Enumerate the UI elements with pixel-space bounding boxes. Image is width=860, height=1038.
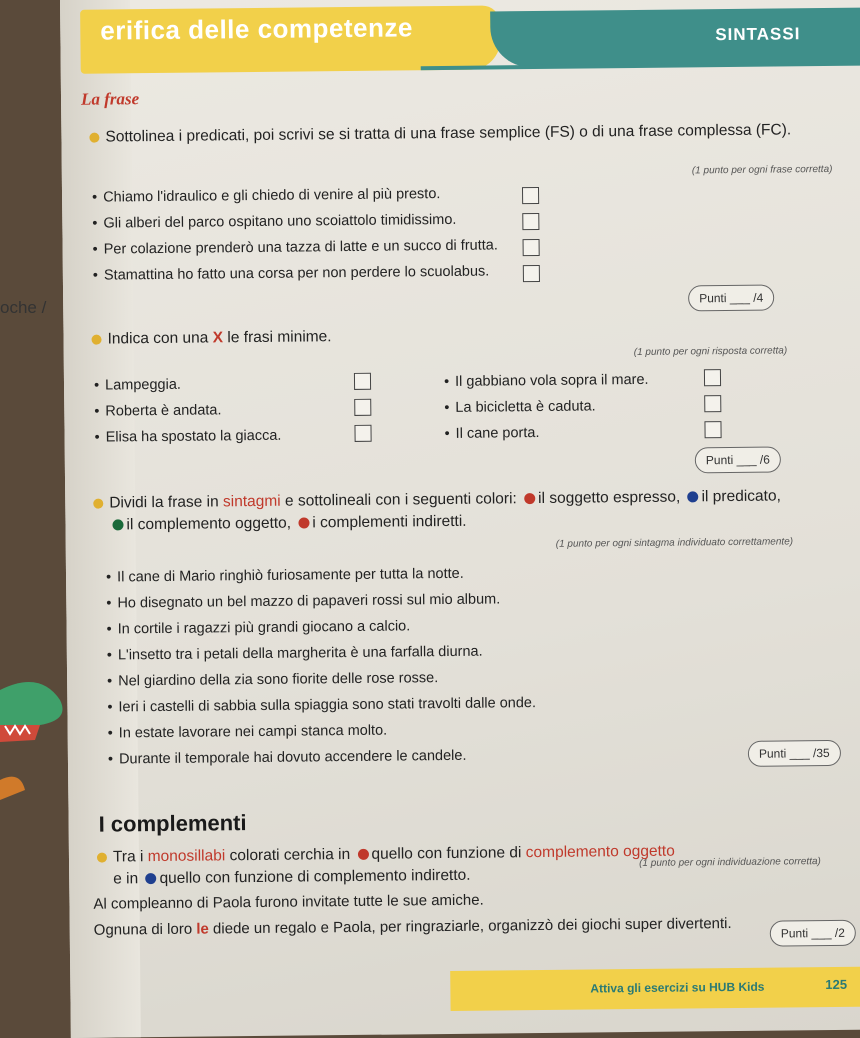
workbook-page bbox=[60, 0, 860, 1038]
ex1-item: • Stamattina ho fatto una corsa per non perdere lo scuolabus. bbox=[93, 264, 490, 284]
complementi-score: Punti ___ /2 bbox=[770, 920, 856, 947]
ex2-item: • Il cane porta. bbox=[444, 425, 539, 442]
ex1-item: • Gli alberi del parco ospitano uno scoiattolo timidissimo. bbox=[92, 212, 456, 232]
footer-hub-kids-link[interactable]: Attiva gli esercizi su HUB Kids bbox=[590, 979, 765, 996]
ex1-checkbox[interactable] bbox=[523, 265, 540, 282]
page-number: 125 bbox=[825, 976, 848, 993]
ex2-item: • Elisa ha spostato la giacca. bbox=[95, 428, 282, 446]
ex2-checkbox[interactable] bbox=[704, 421, 721, 438]
ex3-note: (1 punto per ogni sintagma individuato correttamente) bbox=[555, 536, 794, 550]
complementi-sentence-2: Ognuna di loro le diede un regalo e Paola, per ringraziarle, organizzò dei giochi super divertenti. bbox=[93, 915, 732, 939]
ex2-checkbox[interactable] bbox=[354, 425, 371, 442]
ex3-item: • L'insetto tra i petali della margherita è una farfalla diurna. bbox=[107, 644, 483, 664]
ex3-score: Punti ___ /35 bbox=[748, 740, 841, 767]
ex2-item: • Roberta è andata. bbox=[94, 402, 221, 419]
ex3-instruction-line2: il complemento oggetto, i complementi indiretti. bbox=[109, 512, 466, 536]
red-dot-icon bbox=[524, 493, 535, 504]
ex1-checkbox[interactable] bbox=[523, 239, 540, 256]
complementi-instruction-line2: e in quello con funzione di complemento indiretto. bbox=[113, 866, 471, 888]
ex3-item: • Ho disegnato un bel mazzo di papaveri rossi sul mio album. bbox=[106, 591, 500, 611]
ex1-item: • Per colazione prenderò una tazza di latte e un succo di frutta. bbox=[93, 237, 498, 257]
ex1-checkbox[interactable] bbox=[522, 187, 539, 204]
complementi-instruction-line1: Tra i monosillabi colorati cerchia in quello con funzione di complemento oggetto bbox=[97, 842, 675, 868]
dinosaur-illustration bbox=[0, 650, 70, 800]
ex2-checkbox[interactable] bbox=[354, 399, 371, 416]
header-tab-label: SINTASSI bbox=[715, 24, 801, 45]
exercise-marker-icon bbox=[93, 498, 103, 508]
ex2-score: Punti ___ /6 bbox=[695, 446, 781, 473]
ex2-note: (1 punto per ogni risposta corretta) bbox=[633, 345, 788, 359]
red-dot-icon bbox=[298, 518, 309, 529]
adjacent-page-text: oche / bbox=[0, 298, 47, 317]
ex3-item: • In cortile i ragazzi più grandi giocano a calcio. bbox=[107, 618, 411, 637]
header-tab bbox=[490, 8, 860, 68]
ex2-item: • Il gabbiano vola sopra il mare. bbox=[444, 372, 649, 390]
exercise-marker-icon bbox=[97, 852, 107, 862]
complementi-heading: I complementi bbox=[98, 810, 247, 837]
ex1-note: (1 punto per ogni frase corretta) bbox=[691, 163, 833, 177]
red-dot-icon bbox=[357, 849, 368, 860]
section-label: La frase bbox=[80, 89, 140, 109]
ex3-item: • In estate lavorare nei campi stanca molto. bbox=[108, 723, 388, 742]
complementi-note: (1 punto per ogni individuazione corretta) bbox=[639, 856, 821, 869]
ex3-item: • Nel giardino della zia sono fiorite delle rose rosse. bbox=[107, 670, 438, 689]
ex1-score: Punti ___ /4 bbox=[688, 285, 774, 312]
header-title: erifica delle competenze bbox=[100, 12, 414, 46]
exercise-marker-icon bbox=[89, 133, 99, 143]
ex3-item: • Ieri i castelli di sabbia sulla spiaggia sono stati travolti dalle onde. bbox=[107, 695, 536, 715]
ex2-checkbox[interactable] bbox=[354, 373, 371, 390]
ex2-item: • Lampeggia. bbox=[94, 377, 181, 394]
complementi-sentence-1: Al compleanno di Paola furono invitate tutte le sue amiche. bbox=[93, 891, 484, 913]
ex3-instruction-line1: Dividi la frase in sintagmi e sottolineali con i seguenti colori: il soggetto espresso, il predicato, bbox=[93, 486, 860, 514]
ex1-item: • Chiamo l'idraulico e gli chiedo di venire al più presto. bbox=[92, 186, 440, 206]
exercise-marker-icon bbox=[92, 334, 102, 344]
blue-dot-icon bbox=[145, 873, 156, 884]
ex2-item: • La bicicletta è caduta. bbox=[444, 398, 596, 416]
ex2-instruction: Indica con una X le frasi minime. bbox=[91, 327, 331, 350]
ex1-instruction: Sottolinea i predicati, poi scrivi se si tratta di una frase semplice (FS) o di una frase complessa (FC). bbox=[89, 120, 849, 148]
ex2-checkbox[interactable] bbox=[704, 395, 721, 412]
ex3-item: • Il cane di Mario ringhiò furiosamente per tutta la notte. bbox=[106, 566, 464, 586]
blue-dot-icon bbox=[688, 492, 699, 503]
green-dot-icon bbox=[112, 520, 123, 531]
ex2-checkbox[interactable] bbox=[704, 369, 721, 386]
ex3-item: • Durante il temporale hai dovuto accendere le candele. bbox=[108, 748, 467, 768]
ex1-checkbox[interactable] bbox=[522, 213, 539, 230]
